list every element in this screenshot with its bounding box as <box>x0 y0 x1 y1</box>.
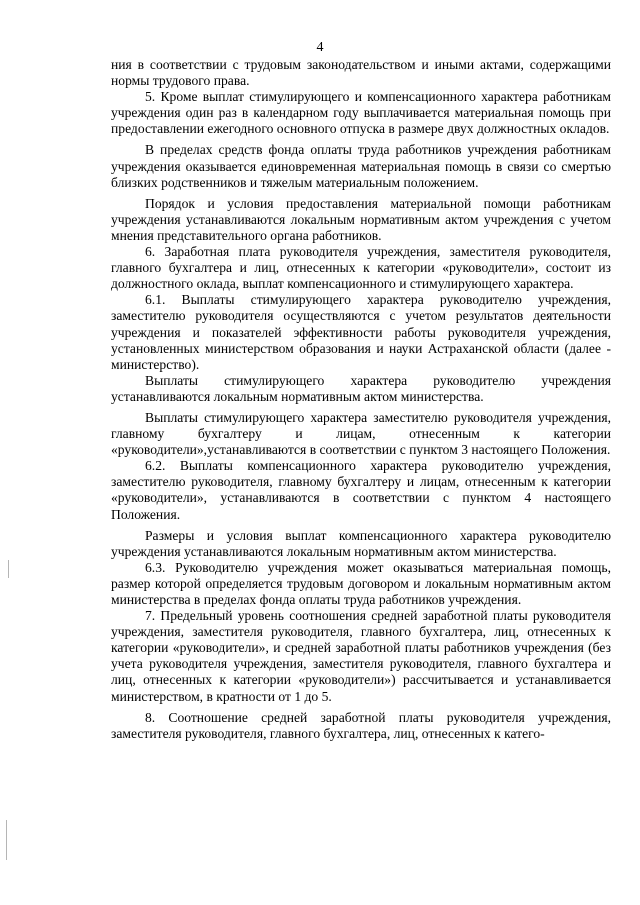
paragraph-7-salary-ratio: 7. Предельный уровень соотношения средней заработной платы руководителя учреждения, заместителя руководителя, главного бухгалтера, лиц, отнесенных к категории «руководители», и средней заработной платы работников учреждения (без учета руководителя учреждения, заместителя руководителя, главного бухгалтера и лиц, отнесенных к категории «руководители») рассчитывается и устанавливается министерством, в кратности от 1 до 5. <box>111 608 611 704</box>
paragraph-compensation-size: Размеры и условия выплат компенсационного характера руководителю учреждения устанавливаются локальным нормативным актом министерства. <box>111 527 611 559</box>
paragraph-6-1-incentive: 6.1. Выплаты стимулирующего характера руководителю учреждения, заместителю руководителя осуществляются с учетом результатов деятельности учреждения и показателей эффективности работы руководителя учреждения, установленных министерством образования и науки Астраханской области (далее - министерство). <box>111 292 611 372</box>
paragraph-6-2-compensation: 6.2. Выплаты компенсационного характера руководителю учреждения, заместителю руководителя, главному бухгалтеру и лицам, отнесенным к категории «руководители», устанавливаются в соответствии с пунктом 4 настоящего Положения. <box>111 458 611 522</box>
paragraph-8-salary-ratio: 8. Соотношение средней заработной платы руководителя учреждения, заместителя руководителя, главного бухгалтера, лиц, отнесенных к катего- <box>111 709 611 741</box>
page-number: 4 <box>316 40 324 55</box>
paragraph-6-director-salary: 6. Заработная плата руководителя учреждения, заместителя руководителя, главного бухгалтера и лиц, отнесенных к категории «руководители», состоит из должностного оклада, выплат компенсационного и стимулирующего характера. <box>111 244 611 292</box>
paragraph-one-time-aid: В пределах средств фонда оплаты труда работников учреждения работникам учреждения оказывается единовременная материальная помощь в связи со смертью близких родственников и тяжелым материальным положением. <box>111 142 611 190</box>
scan-mark-left-top <box>8 560 9 578</box>
document-body <box>111 57 611 742</box>
paragraph-incentive-director: Выплаты стимулирующего характера руководителю учреждения устанавливаются локальным нормативным актом министерства. <box>111 372 611 404</box>
scan-mark-left-bottom <box>6 820 7 860</box>
paragraph-5-material-aid: 5. Кроме выплат стимулирующего и компенсационного характера работникам учреждения один раз в календарном году выплачивается материальная помощь при предоставлении ежегодного основного отпуска в размере двух должностных окладов. <box>111 89 611 137</box>
paragraph-continuation: ния в соответствии с трудовым законодательством и иными актами, содержащими нормы трудового права. <box>111 57 611 89</box>
paragraph-6-3-director-aid: 6.3. Руководителю учреждения может оказываться материальная помощь, размер которой определяется трудовым договором и локальным нормативным актом министерства в пределах фонда оплаты труда работников учреждения. <box>111 559 611 607</box>
paragraph-aid-procedure: Порядок и условия предоставления материальной помощи работникам учреждения устанавливаются локальным нормативным актом учреждения с учетом мнения представительного органа работников. <box>111 195 611 243</box>
paragraph-incentive-deputy: Выплаты стимулирующего характера заместителю руководителя учреждения, главному бухгалтеру и лицам, отнесенным к категории «руководители»,устанавливаются в соответствии с пунктом 3 настоящего Положения. <box>111 409 611 458</box>
